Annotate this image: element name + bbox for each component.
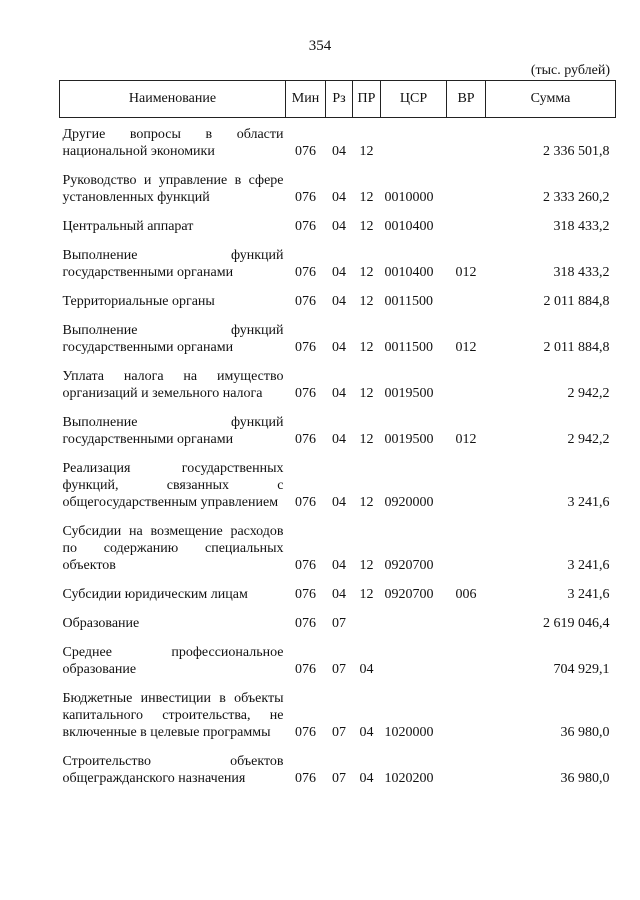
- row-vr: [447, 218, 486, 235]
- row-vr: [447, 690, 486, 741]
- table-row: [60, 586, 616, 603]
- row-name: Образование: [62, 616, 140, 631]
- row-sum: 318 433,2: [553, 219, 610, 234]
- row-name: Другие вопросы в области национальной экономики: [62, 127, 284, 159]
- table-row: [60, 368, 616, 402]
- row-csr: 0019500: [384, 386, 434, 401]
- table-row: [60, 293, 616, 310]
- row-spacer: [60, 511, 616, 523]
- row-min: 076: [295, 294, 316, 309]
- row-csr: [381, 126, 447, 160]
- row-sum: 2 333 260,2: [543, 190, 610, 205]
- row-name: Реализация государственных функций, связанных с общегосударственным управлением: [62, 461, 284, 510]
- row-min: 076: [295, 725, 316, 740]
- row-pr: [353, 615, 381, 632]
- row-pr: 12: [359, 294, 374, 309]
- row-vr: [447, 368, 486, 402]
- row-name: Центральный аппарат: [62, 219, 194, 234]
- row-csr: 0920700: [384, 587, 434, 602]
- row-spacer: [60, 160, 616, 172]
- row-spacer: [60, 574, 616, 586]
- row-pr: 12: [359, 386, 374, 401]
- row-vr: 006: [455, 587, 477, 602]
- row-sum: 3 241,6: [567, 495, 610, 510]
- row-rz: 07: [332, 616, 346, 631]
- row-name: Субсидии на возмещение расходов по содержанию специальных объектов: [62, 524, 284, 573]
- row-sum: 2 336 501,8: [543, 144, 610, 159]
- row-csr: 1020200: [384, 771, 434, 786]
- row-spacer-cell: [60, 281, 616, 293]
- row-name: Выполнение функций государственными органами: [62, 415, 284, 447]
- row-spacer: [60, 206, 616, 218]
- row-spacer-cell: [60, 206, 616, 218]
- row-rz: 04: [332, 340, 346, 355]
- row-rz: 04: [332, 294, 346, 309]
- row-vr: 012: [455, 265, 477, 280]
- row-rz: 07: [332, 725, 346, 740]
- row-spacer-cell: [60, 632, 616, 644]
- row-vr: [447, 523, 486, 574]
- row-pr: 12: [359, 219, 374, 234]
- row-rz: 04: [332, 190, 346, 205]
- table-row: [60, 460, 616, 511]
- row-sum: 2 942,2: [567, 386, 610, 401]
- row-name: Выполнение функций государственными органами: [62, 248, 284, 280]
- row-csr: 0010400: [384, 265, 434, 280]
- row-sum: 36 980,0: [560, 725, 610, 740]
- row-pr: 12: [359, 432, 374, 447]
- row-spacer: [60, 235, 616, 247]
- row-vr: [447, 460, 486, 511]
- table-body: [60, 118, 616, 788]
- row-min: 076: [295, 432, 316, 447]
- row-spacer: [60, 741, 616, 753]
- row-csr: 0920000: [384, 495, 434, 510]
- row-vr: 012: [455, 340, 477, 355]
- table-row: [60, 753, 616, 787]
- header-min: Мин: [286, 81, 326, 118]
- row-spacer-cell: [60, 574, 616, 586]
- row-csr: 0010400: [384, 219, 434, 234]
- page-number: 354: [308, 38, 332, 54]
- header-vr: ВР: [447, 81, 486, 118]
- row-name: Бюджетные инвестиции в объекты капитального строительства, не включенные в целевые программы: [62, 691, 284, 740]
- row-vr: [447, 172, 486, 206]
- row-pr: 12: [359, 587, 374, 602]
- row-spacer: [60, 448, 616, 460]
- row-min: 076: [295, 219, 316, 234]
- row-csr: 0011500: [384, 294, 433, 309]
- row-rz: 04: [332, 144, 346, 159]
- row-csr: 0019500: [384, 432, 434, 447]
- row-sum: 2 011 884,8: [543, 294, 610, 309]
- row-pr: 04: [359, 725, 374, 740]
- row-min: 076: [295, 190, 316, 205]
- row-spacer: [60, 678, 616, 690]
- row-csr: [381, 615, 447, 632]
- row-name: Субсидии юридическим лицам: [62, 587, 248, 602]
- row-spacer-cell: [60, 741, 616, 753]
- row-vr: 012: [455, 432, 477, 447]
- row-vr: [447, 126, 486, 160]
- table-row: [60, 414, 616, 448]
- row-vr: [447, 753, 486, 787]
- table-row: [60, 247, 616, 281]
- row-name: Строительство объектов общегражданского назначения: [62, 754, 284, 786]
- row-pr: 12: [359, 144, 374, 159]
- row-pr: 12: [359, 265, 374, 280]
- row-spacer-cell: [60, 118, 616, 127]
- header-csr: ЦСР: [381, 81, 447, 118]
- row-min: 076: [295, 495, 316, 510]
- row-spacer: [60, 281, 616, 293]
- row-vr: [447, 644, 486, 678]
- row-name: Территориальные органы: [62, 294, 215, 309]
- row-sum: 2 942,2: [567, 432, 610, 447]
- row-rz: 04: [332, 432, 346, 447]
- row-spacer: [60, 632, 616, 644]
- row-spacer-cell: [60, 603, 616, 615]
- row-csr: 0920700: [384, 558, 434, 573]
- row-min: 076: [295, 587, 316, 602]
- row-sum: 704 929,1: [553, 662, 610, 677]
- row-spacer-cell: [60, 511, 616, 523]
- row-min: 076: [295, 558, 316, 573]
- row-spacer-cell: [60, 160, 616, 172]
- row-spacer-cell: [60, 402, 616, 414]
- row-pr: 12: [359, 495, 374, 510]
- table-row: [60, 218, 616, 235]
- row-rz: 04: [332, 265, 346, 280]
- table-row: [60, 690, 616, 741]
- row-vr: [447, 615, 486, 632]
- row-pr: 12: [359, 340, 374, 355]
- row-rz: 04: [332, 558, 346, 573]
- row-sum: 318 433,2: [553, 265, 610, 280]
- row-csr: 0011500: [384, 340, 433, 355]
- row-csr: 1020000: [384, 725, 434, 740]
- row-min: 076: [295, 771, 316, 786]
- row-min: 076: [295, 265, 316, 280]
- row-spacer-cell: [60, 678, 616, 690]
- row-spacer: [60, 118, 616, 127]
- row-spacer: [60, 310, 616, 322]
- row-name: Среднее профессиональное образование: [62, 645, 284, 677]
- row-spacer-cell: [60, 448, 616, 460]
- row-rz: 07: [332, 662, 346, 677]
- row-rz: 04: [332, 219, 346, 234]
- row-name: Уплата налога на имущество организаций и земельного налога: [62, 369, 284, 401]
- row-sum: 3 241,6: [567, 558, 610, 573]
- row-spacer-cell: [60, 235, 616, 247]
- table-row: [60, 615, 616, 632]
- row-spacer: [60, 603, 616, 615]
- row-min: 076: [295, 386, 316, 401]
- header-rz: Рз: [326, 81, 353, 118]
- row-min: 076: [295, 616, 316, 631]
- header-sum: Сумма: [486, 81, 616, 118]
- units-label: (тыс. рублей): [530, 63, 610, 78]
- row-rz: 04: [332, 587, 346, 602]
- row-pr: 12: [359, 190, 374, 205]
- row-spacer: [60, 402, 616, 414]
- row-rz: 04: [332, 495, 346, 510]
- table-header: [60, 81, 616, 118]
- row-sum: 2 011 884,8: [543, 340, 610, 355]
- row-csr: [381, 644, 447, 678]
- row-name: Руководство и управление в сфере установленных функций: [62, 173, 284, 205]
- row-spacer: [60, 356, 616, 368]
- row-sum: 36 980,0: [560, 771, 610, 786]
- row-min: 076: [295, 662, 316, 677]
- row-pr: 04: [359, 662, 374, 677]
- row-name: Выполнение функций государственными органами: [62, 323, 284, 355]
- row-spacer-cell: [60, 310, 616, 322]
- row-vr: [447, 293, 486, 310]
- budget-table: [59, 80, 616, 787]
- row-min: 076: [295, 144, 316, 159]
- header-name: Наименование: [60, 81, 286, 118]
- row-csr: 0010000: [384, 190, 434, 205]
- table-row: [60, 322, 616, 356]
- header-pr: ПР: [353, 81, 381, 118]
- table-row: [60, 523, 616, 574]
- table-row: [60, 126, 616, 160]
- row-spacer-cell: [60, 356, 616, 368]
- row-pr: 12: [359, 558, 374, 573]
- row-sum: 3 241,6: [567, 587, 610, 602]
- row-rz: 07: [332, 771, 346, 786]
- row-rz: 04: [332, 386, 346, 401]
- row-pr: 04: [359, 771, 374, 786]
- row-sum: 2 619 046,4: [543, 616, 610, 631]
- row-min: 076: [295, 340, 316, 355]
- table-row: [60, 172, 616, 206]
- table-row: [60, 644, 616, 678]
